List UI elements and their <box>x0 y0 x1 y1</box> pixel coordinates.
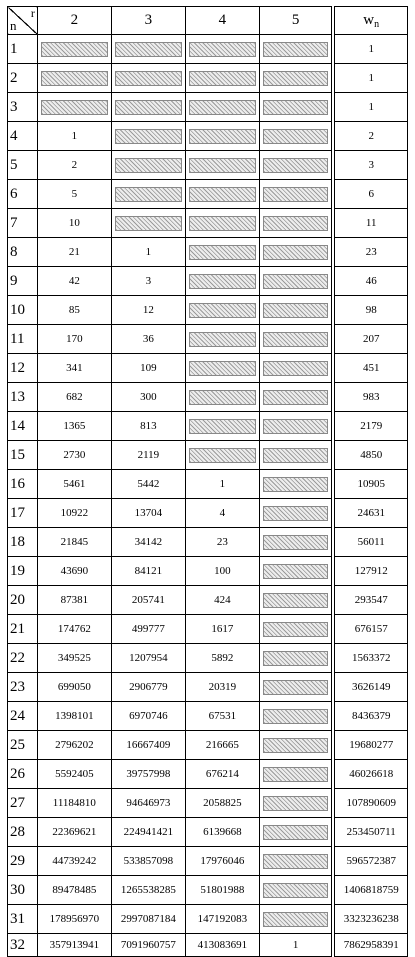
hatched-cell <box>259 644 333 673</box>
row-n-label: 12 <box>8 354 38 383</box>
hatched-cell <box>185 180 259 209</box>
row-n-label: 16 <box>8 470 38 499</box>
value-cell-r2: 85 <box>37 296 111 325</box>
hatch-pattern <box>263 245 329 260</box>
hatched-cell <box>111 151 185 180</box>
hatch-pattern <box>115 42 182 57</box>
table-row <box>8 151 408 180</box>
value-cell-wn: 1 <box>333 64 407 93</box>
hatch-pattern <box>189 332 256 347</box>
hatched-cell <box>185 267 259 296</box>
hatched-cell <box>259 35 333 64</box>
row-n-label: 17 <box>8 499 38 528</box>
value-cell-wn: 293547 <box>333 586 407 615</box>
hatched-cell <box>259 557 333 586</box>
value-cell-r2: 22369621 <box>37 818 111 847</box>
value-cell-r4: 67531 <box>185 702 259 731</box>
hatched-cell <box>259 470 333 499</box>
hatch-pattern <box>189 129 256 144</box>
hatched-cell <box>259 180 333 209</box>
hatched-cell <box>259 731 333 760</box>
corner-n-label: n <box>10 18 17 33</box>
value-cell-r4: 413083691 <box>185 934 259 957</box>
hatched-cell <box>259 789 333 818</box>
value-cell-r2: 682 <box>37 383 111 412</box>
value-cell-wn: 253450711 <box>333 818 407 847</box>
hatched-cell <box>111 35 185 64</box>
hatched-cell <box>259 325 333 354</box>
hatch-pattern <box>263 883 329 898</box>
value-cell-r3: 109 <box>111 354 185 383</box>
value-cell-r3: 5442 <box>111 470 185 499</box>
value-cell-r3: 13704 <box>111 499 185 528</box>
counts-table <box>7 6 408 957</box>
value-cell-wn: 23 <box>333 238 407 267</box>
value-cell-r3: 3 <box>111 267 185 296</box>
table-row <box>8 470 408 499</box>
row-n-label: 25 <box>8 731 38 760</box>
table-row <box>8 528 408 557</box>
hatched-cell <box>259 760 333 789</box>
value-cell-r3: 813 <box>111 412 185 441</box>
table-body <box>8 35 408 957</box>
wn-subscript: n <box>374 18 380 30</box>
value-cell-r4: 51801988 <box>185 876 259 905</box>
hatch-pattern <box>189 216 256 231</box>
value-cell-r4: 20319 <box>185 673 259 702</box>
table-row <box>8 209 408 238</box>
value-cell-wn: 56011 <box>333 528 407 557</box>
hatched-cell <box>259 876 333 905</box>
value-cell-wn: 11 <box>333 209 407 238</box>
hatched-cell <box>111 64 185 93</box>
hatch-pattern <box>263 564 329 579</box>
value-cell-wn: 4850 <box>333 441 407 470</box>
table-row <box>8 760 408 789</box>
row-n-label: 11 <box>8 325 38 354</box>
table-row <box>8 412 408 441</box>
hatch-pattern <box>263 825 329 840</box>
row-n-label: 32 <box>8 934 38 957</box>
value-cell-r2: 178956970 <box>37 905 111 934</box>
value-cell-wn: 107890609 <box>333 789 407 818</box>
hatched-cell <box>37 93 111 122</box>
row-n-label: 31 <box>8 905 38 934</box>
value-cell-r3: 7091960757 <box>111 934 185 957</box>
hatched-cell <box>259 905 333 934</box>
row-n-label: 9 <box>8 267 38 296</box>
table-row <box>8 35 408 64</box>
hatch-pattern <box>189 187 256 202</box>
hatched-cell <box>259 615 333 644</box>
table-row <box>8 64 408 93</box>
value-cell-r2: 21 <box>37 238 111 267</box>
value-cell-r2: 5592405 <box>37 760 111 789</box>
value-cell-r3: 34142 <box>111 528 185 557</box>
value-cell-wn: 24631 <box>333 499 407 528</box>
table-row <box>8 499 408 528</box>
row-n-label: 7 <box>8 209 38 238</box>
hatched-cell <box>259 499 333 528</box>
value-cell-r4: 216665 <box>185 731 259 760</box>
value-cell-r4: 147192083 <box>185 905 259 934</box>
value-cell-r3: 2997087184 <box>111 905 185 934</box>
value-cell-r3: 499777 <box>111 615 185 644</box>
value-cell-r2: 11184810 <box>37 789 111 818</box>
hatch-pattern <box>41 71 108 86</box>
hatch-pattern <box>263 680 329 695</box>
hatched-cell <box>185 209 259 238</box>
hatch-pattern <box>263 332 329 347</box>
hatch-pattern <box>263 651 329 666</box>
value-cell-r3: 1207954 <box>111 644 185 673</box>
hatched-cell <box>259 586 333 615</box>
table-row <box>8 296 408 325</box>
value-cell-r5: 1 <box>259 934 333 957</box>
value-cell-r2: 43690 <box>37 557 111 586</box>
hatch-pattern <box>263 419 329 434</box>
hatch-pattern <box>189 42 256 57</box>
hatch-pattern <box>263 622 329 637</box>
value-cell-wn: 46 <box>333 267 407 296</box>
hatch-pattern <box>115 129 182 144</box>
hatched-cell <box>111 93 185 122</box>
hatch-pattern <box>41 100 108 115</box>
value-cell-r2: 170 <box>37 325 111 354</box>
hatch-pattern <box>189 419 256 434</box>
value-cell-r4: 424 <box>185 586 259 615</box>
value-cell-r4: 1 <box>185 470 259 499</box>
hatch-pattern <box>263 593 329 608</box>
row-n-label: 1 <box>8 35 38 64</box>
hatched-cell <box>185 354 259 383</box>
value-cell-wn: 98 <box>333 296 407 325</box>
hatched-cell <box>259 122 333 151</box>
row-n-label: 8 <box>8 238 38 267</box>
value-cell-r3: 84121 <box>111 557 185 586</box>
hatched-cell <box>37 64 111 93</box>
value-cell-r2: 1 <box>37 122 111 151</box>
value-cell-r3: 36 <box>111 325 185 354</box>
row-n-label: 24 <box>8 702 38 731</box>
hatch-pattern <box>189 245 256 260</box>
value-cell-r2: 89478485 <box>37 876 111 905</box>
value-cell-wn: 1563372 <box>333 644 407 673</box>
hatched-cell <box>185 296 259 325</box>
value-cell-r2: 42 <box>37 267 111 296</box>
hatch-pattern <box>189 390 256 405</box>
value-cell-wn: 127912 <box>333 557 407 586</box>
hatch-pattern <box>189 71 256 86</box>
row-n-label: 10 <box>8 296 38 325</box>
hatched-cell <box>259 412 333 441</box>
table-row <box>8 673 408 702</box>
hatched-cell <box>185 93 259 122</box>
hatched-cell <box>185 383 259 412</box>
hatch-pattern <box>263 158 329 173</box>
hatched-cell <box>259 93 333 122</box>
hatched-cell <box>111 180 185 209</box>
value-cell-r2: 44739242 <box>37 847 111 876</box>
value-cell-r4: 23 <box>185 528 259 557</box>
hatched-cell <box>185 238 259 267</box>
hatch-pattern <box>263 390 329 405</box>
row-n-label: 30 <box>8 876 38 905</box>
value-cell-r4: 17976046 <box>185 847 259 876</box>
value-cell-r3: 16667409 <box>111 731 185 760</box>
hatch-pattern <box>263 71 329 86</box>
hatch-pattern <box>263 477 329 492</box>
hatch-pattern <box>115 71 182 86</box>
hatch-pattern <box>263 535 329 550</box>
value-cell-r2: 10 <box>37 209 111 238</box>
value-cell-r3: 6970746 <box>111 702 185 731</box>
value-cell-r3: 1 <box>111 238 185 267</box>
table-row <box>8 325 408 354</box>
hatched-cell <box>259 847 333 876</box>
hatch-pattern <box>189 361 256 376</box>
row-n-label: 23 <box>8 673 38 702</box>
hatched-cell <box>259 702 333 731</box>
value-cell-wn: 3626149 <box>333 673 407 702</box>
hatch-pattern <box>263 187 329 202</box>
value-cell-r2: 357913941 <box>37 934 111 957</box>
value-cell-r3: 39757998 <box>111 760 185 789</box>
row-n-label: 14 <box>8 412 38 441</box>
value-cell-r2: 1365 <box>37 412 111 441</box>
row-n-label: 2 <box>8 64 38 93</box>
table-row <box>8 702 408 731</box>
row-n-label: 21 <box>8 615 38 644</box>
hatch-pattern <box>189 274 256 289</box>
value-cell-wn: 1 <box>333 35 407 64</box>
row-n-label: 4 <box>8 122 38 151</box>
hatch-pattern <box>263 854 329 869</box>
hatch-pattern <box>189 448 256 463</box>
table-row <box>8 122 408 151</box>
row-n-label: 13 <box>8 383 38 412</box>
table-row <box>8 615 408 644</box>
value-cell-r4: 676214 <box>185 760 259 789</box>
value-cell-wn: 596572387 <box>333 847 407 876</box>
value-cell-wn: 1406818759 <box>333 876 407 905</box>
row-n-label: 20 <box>8 586 38 615</box>
value-cell-r2: 2730 <box>37 441 111 470</box>
value-cell-wn: 3 <box>333 151 407 180</box>
value-cell-r2: 5 <box>37 180 111 209</box>
hatch-pattern <box>189 100 256 115</box>
hatched-cell <box>185 64 259 93</box>
row-n-label: 18 <box>8 528 38 557</box>
row-n-label: 22 <box>8 644 38 673</box>
table-row <box>8 383 408 412</box>
hatched-cell <box>185 441 259 470</box>
value-cell-wn: 2 <box>333 122 407 151</box>
value-cell-wn: 8436379 <box>333 702 407 731</box>
value-cell-wn: 3323236238 <box>333 905 407 934</box>
value-cell-r3: 300 <box>111 383 185 412</box>
column-header-r4: 4 <box>185 7 259 35</box>
wn-label: w <box>363 11 375 28</box>
table-row <box>8 93 408 122</box>
value-cell-r4: 6139668 <box>185 818 259 847</box>
value-cell-wn: 1 <box>333 93 407 122</box>
value-cell-r2: 699050 <box>37 673 111 702</box>
value-cell-r3: 1265538285 <box>111 876 185 905</box>
table-row <box>8 789 408 818</box>
hatch-pattern <box>115 158 182 173</box>
hatch-pattern <box>263 216 329 231</box>
table-row <box>8 818 408 847</box>
table-row <box>8 586 408 615</box>
row-n-label: 29 <box>8 847 38 876</box>
value-cell-r2: 2 <box>37 151 111 180</box>
value-cell-r3: 2119 <box>111 441 185 470</box>
hatch-pattern <box>263 912 329 927</box>
row-n-label: 15 <box>8 441 38 470</box>
column-header-r5: 5 <box>259 7 333 35</box>
hatched-cell <box>259 64 333 93</box>
hatched-cell <box>259 528 333 557</box>
value-cell-r3: 224941421 <box>111 818 185 847</box>
table-row <box>8 847 408 876</box>
hatch-pattern <box>115 100 182 115</box>
value-cell-wn: 19680277 <box>333 731 407 760</box>
row-n-label: 28 <box>8 818 38 847</box>
table-row <box>8 354 408 383</box>
table-row <box>8 267 408 296</box>
row-n-label: 27 <box>8 789 38 818</box>
hatched-cell <box>259 354 333 383</box>
hatch-pattern <box>189 158 256 173</box>
column-header-r2: 2 <box>37 7 111 35</box>
value-cell-r2: 5461 <box>37 470 111 499</box>
table-row <box>8 876 408 905</box>
hatch-pattern <box>263 129 329 144</box>
value-cell-r4: 1617 <box>185 615 259 644</box>
value-cell-r3: 12 <box>111 296 185 325</box>
hatched-cell <box>259 151 333 180</box>
table-row <box>8 557 408 586</box>
value-cell-r3: 205741 <box>111 586 185 615</box>
hatched-cell <box>259 383 333 412</box>
value-cell-wn: 6 <box>333 180 407 209</box>
value-cell-wn: 10905 <box>333 470 407 499</box>
value-cell-r2: 174762 <box>37 615 111 644</box>
header-row <box>8 7 408 35</box>
table-row <box>8 644 408 673</box>
hatched-cell <box>259 238 333 267</box>
value-cell-r4: 100 <box>185 557 259 586</box>
hatch-pattern <box>115 187 182 202</box>
hatch-pattern <box>263 796 329 811</box>
hatched-cell <box>185 35 259 64</box>
row-n-label: 5 <box>8 151 38 180</box>
value-cell-r3: 533857098 <box>111 847 185 876</box>
hatched-cell <box>111 209 185 238</box>
hatch-pattern <box>263 42 329 57</box>
value-cell-r3: 94646973 <box>111 789 185 818</box>
table-row <box>8 934 408 957</box>
hatch-pattern <box>263 738 329 753</box>
hatch-pattern <box>263 303 329 318</box>
hatched-cell <box>185 412 259 441</box>
column-header-wn <box>333 7 407 35</box>
table-row <box>8 238 408 267</box>
hatched-cell <box>259 296 333 325</box>
hatched-cell <box>185 151 259 180</box>
value-cell-r4: 2058825 <box>185 789 259 818</box>
column-header-r3: 3 <box>111 7 185 35</box>
hatched-cell <box>259 441 333 470</box>
hatched-cell <box>185 122 259 151</box>
value-cell-r2: 2796202 <box>37 731 111 760</box>
hatch-pattern <box>263 709 329 724</box>
hatch-pattern <box>263 274 329 289</box>
value-cell-wn: 983 <box>333 383 407 412</box>
hatched-cell <box>259 209 333 238</box>
value-cell-r2: 21845 <box>37 528 111 557</box>
value-cell-r2: 10922 <box>37 499 111 528</box>
value-cell-r2: 349525 <box>37 644 111 673</box>
row-n-label: 19 <box>8 557 38 586</box>
value-cell-wn: 7862958391 <box>333 934 407 957</box>
hatched-cell <box>259 818 333 847</box>
value-cell-r2: 87381 <box>37 586 111 615</box>
hatch-pattern <box>41 42 108 57</box>
value-cell-wn: 46026618 <box>333 760 407 789</box>
hatch-pattern <box>189 303 256 318</box>
hatched-cell <box>111 122 185 151</box>
row-n-label: 26 <box>8 760 38 789</box>
hatch-pattern <box>263 506 329 521</box>
row-n-label: 3 <box>8 93 38 122</box>
hatch-pattern <box>263 448 329 463</box>
table-row <box>8 441 408 470</box>
row-n-label: 6 <box>8 180 38 209</box>
hatched-cell <box>185 325 259 354</box>
table-row <box>8 731 408 760</box>
table-row <box>8 180 408 209</box>
hatched-cell <box>259 673 333 702</box>
value-cell-r3: 2906779 <box>111 673 185 702</box>
value-cell-r2: 341 <box>37 354 111 383</box>
value-cell-r4: 5892 <box>185 644 259 673</box>
value-cell-wn: 2179 <box>333 412 407 441</box>
value-cell-wn: 676157 <box>333 615 407 644</box>
hatch-pattern <box>263 767 329 782</box>
corner-r-label: r <box>30 6 35 20</box>
value-cell-r2: 1398101 <box>37 702 111 731</box>
hatch-pattern <box>263 100 329 115</box>
corner-header <box>8 7 38 35</box>
value-cell-wn: 207 <box>333 325 407 354</box>
value-cell-wn: 451 <box>333 354 407 383</box>
hatch-pattern <box>263 361 329 376</box>
hatched-cell <box>259 267 333 296</box>
hatched-cell <box>37 35 111 64</box>
hatch-pattern <box>115 216 182 231</box>
value-cell-r4: 4 <box>185 499 259 528</box>
table-row <box>8 905 408 934</box>
